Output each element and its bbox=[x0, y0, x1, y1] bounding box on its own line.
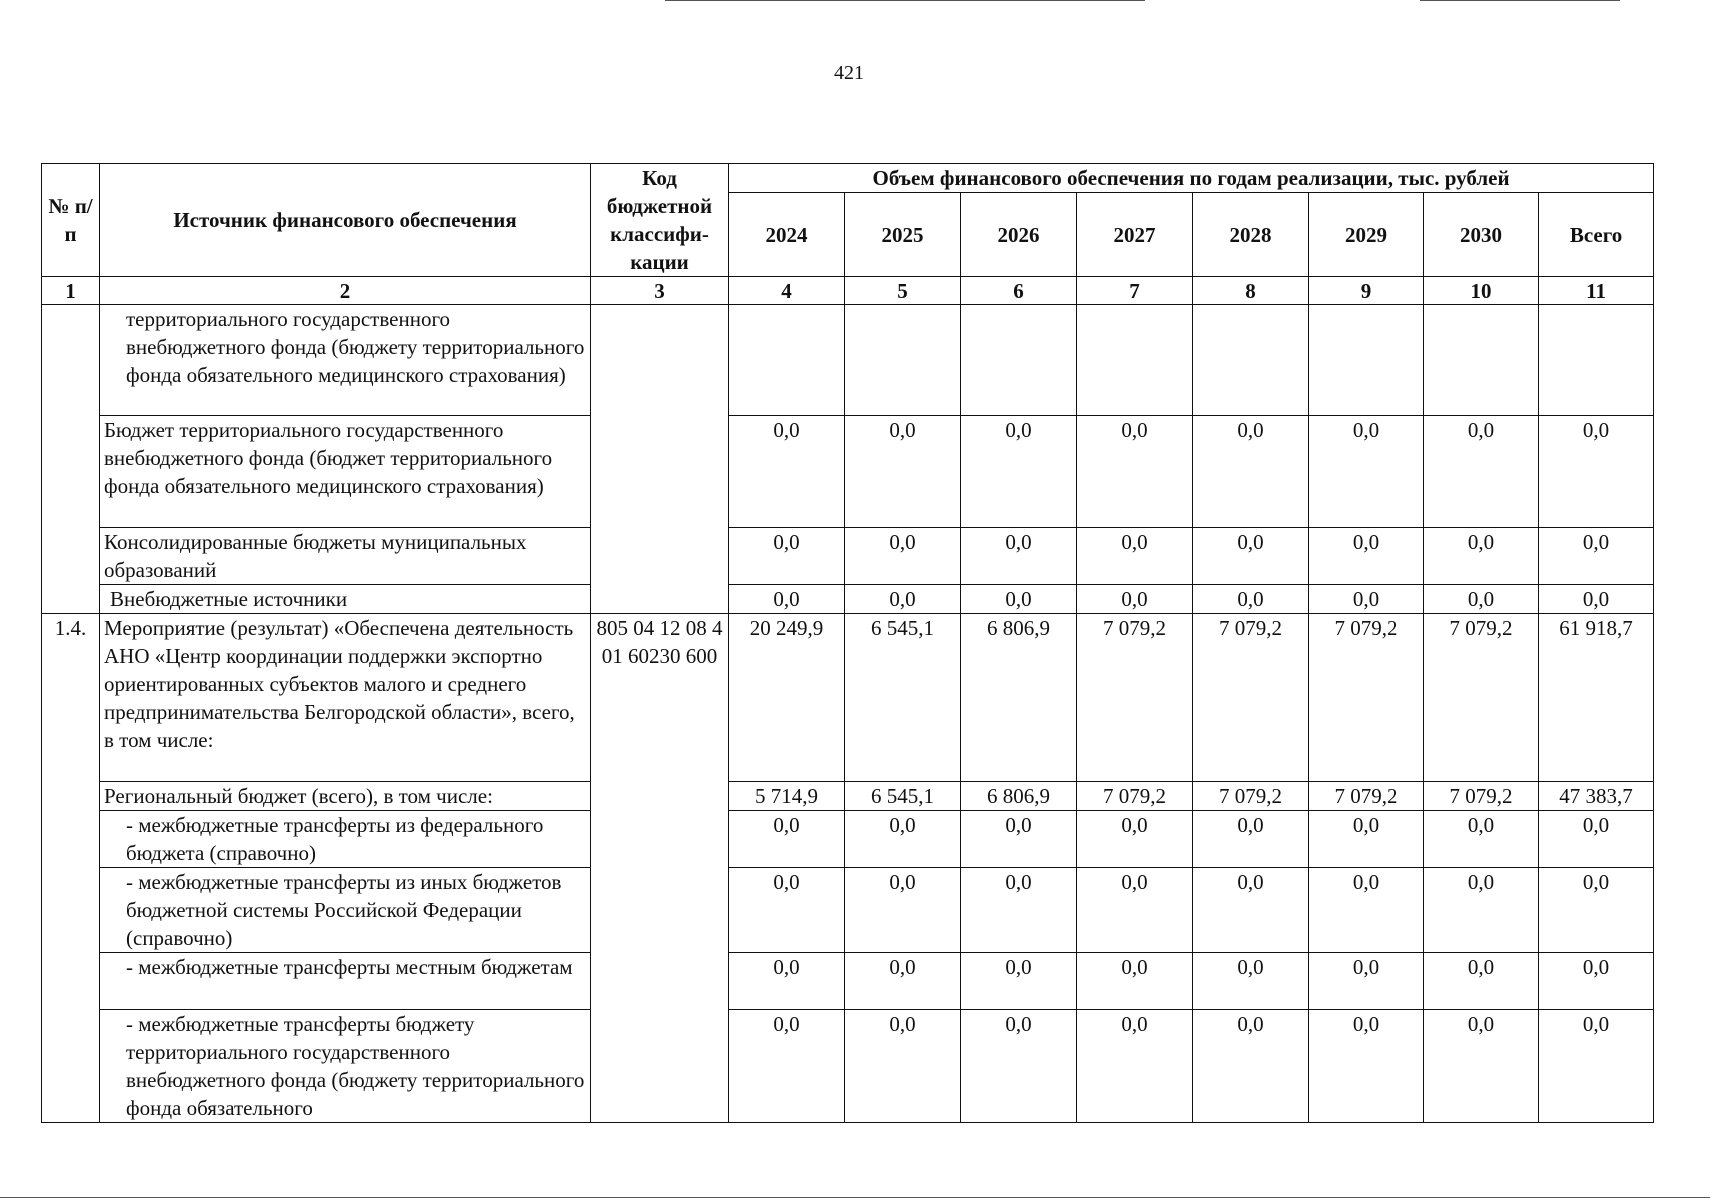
table-row bbox=[42, 811, 1654, 868]
value-cell: 0,0 bbox=[845, 868, 961, 953]
header-volume: Объем финансового обеспечения по годам реализации, тыс. рублей bbox=[729, 164, 1654, 193]
value-cell: 0,0 bbox=[1539, 953, 1654, 1010]
value-cell: 0,0 bbox=[729, 585, 845, 614]
value-cell: 0,0 bbox=[1077, 528, 1193, 585]
value-cell bbox=[729, 305, 845, 416]
table-row bbox=[42, 614, 1654, 782]
table-row bbox=[42, 1010, 1654, 1123]
value-cell: 0,0 bbox=[1424, 416, 1539, 528]
value-cell: 7 079,2 bbox=[1424, 782, 1539, 811]
column-number: 11 bbox=[1539, 277, 1654, 305]
value-cell: 0,0 bbox=[1077, 585, 1193, 614]
column-number: 1 bbox=[42, 277, 100, 305]
value-cell: 0,0 bbox=[1539, 585, 1654, 614]
column-number: 9 bbox=[1309, 277, 1424, 305]
value-cell: 0,0 bbox=[845, 811, 961, 868]
source-cell: - межбюджетные трансферты из иных бюджетов бюджетной системы Российской Федерации (справочно) bbox=[100, 868, 591, 953]
value-cell: 7 079,2 bbox=[1424, 614, 1539, 782]
header-year-2030: 2030 bbox=[1424, 193, 1539, 277]
value-cell: 0,0 bbox=[1424, 811, 1539, 868]
page-number: 421 bbox=[834, 62, 864, 84]
value-cell bbox=[1077, 305, 1193, 416]
header-year-2029: 2029 bbox=[1309, 193, 1424, 277]
value-cell: 0,0 bbox=[729, 416, 845, 528]
value-cell: 0,0 bbox=[845, 1010, 961, 1123]
financing-table bbox=[41, 163, 1654, 1123]
value-cell: 0,0 bbox=[1077, 868, 1193, 953]
value-cell: 0,0 bbox=[845, 585, 961, 614]
table-row bbox=[42, 585, 1654, 614]
value-cell: 7 079,2 bbox=[1193, 782, 1309, 811]
value-cell: 6 806,9 bbox=[961, 614, 1077, 782]
value-cell: 0,0 bbox=[1077, 953, 1193, 1010]
value-cell: 6 806,9 bbox=[961, 782, 1077, 811]
value-cell: 0,0 bbox=[1424, 585, 1539, 614]
value-cell: 0,0 bbox=[961, 1010, 1077, 1123]
column-number: 10 bbox=[1424, 277, 1539, 305]
value-cell: 7 079,2 bbox=[1077, 782, 1193, 811]
value-cell: 0,0 bbox=[729, 528, 845, 585]
value-cell: 0,0 bbox=[1077, 1010, 1193, 1123]
code-cell bbox=[591, 305, 729, 614]
value-cell: 0,0 bbox=[961, 585, 1077, 614]
value-cell: 0,0 bbox=[1539, 1010, 1654, 1123]
value-cell: 0,0 bbox=[729, 868, 845, 953]
table-row bbox=[42, 528, 1654, 585]
value-cell: 0,0 bbox=[1424, 953, 1539, 1010]
header-number: № п/п bbox=[42, 164, 100, 277]
value-cell: 47 383,7 bbox=[1539, 782, 1654, 811]
value-cell: 0,0 bbox=[1193, 1010, 1309, 1123]
value-cell: 0,0 bbox=[845, 416, 961, 528]
table-row bbox=[42, 868, 1654, 953]
scan-edge-top-right bbox=[1420, 0, 1620, 1]
value-cell: 0,0 bbox=[961, 868, 1077, 953]
column-number: 6 bbox=[961, 277, 1077, 305]
scan-edge-bottom bbox=[0, 1197, 1710, 1198]
value-cell: 0,0 bbox=[1309, 585, 1424, 614]
value-cell: 0,0 bbox=[1539, 811, 1654, 868]
value-cell: 0,0 bbox=[1539, 416, 1654, 528]
value-cell: 0,0 bbox=[1309, 811, 1424, 868]
value-cell bbox=[845, 305, 961, 416]
header-year-2027: 2027 bbox=[1077, 193, 1193, 277]
value-cell: 0,0 bbox=[1424, 1010, 1539, 1123]
value-cell: 61 918,7 bbox=[1539, 614, 1654, 782]
header-year-2025: 2025 bbox=[845, 193, 961, 277]
value-cell: 0,0 bbox=[961, 811, 1077, 868]
value-cell: 0,0 bbox=[961, 416, 1077, 528]
value-cell: 0,0 bbox=[961, 528, 1077, 585]
source-cell: Консолидированные бюджеты муниципальных образований bbox=[100, 528, 591, 585]
value-cell: 0,0 bbox=[1077, 811, 1193, 868]
value-cell: 0,0 bbox=[729, 953, 845, 1010]
header-code: Код бюджетной классифи-кации bbox=[591, 164, 729, 277]
value-cell bbox=[1539, 305, 1654, 416]
value-cell: 0,0 bbox=[1309, 868, 1424, 953]
value-cell: 0,0 bbox=[1539, 868, 1654, 953]
value-cell: 0,0 bbox=[1193, 868, 1309, 953]
value-cell: 0,0 bbox=[1309, 1010, 1424, 1123]
value-cell: 0,0 bbox=[1309, 528, 1424, 585]
column-number: 2 bbox=[100, 277, 591, 305]
row-number bbox=[42, 305, 100, 614]
source-cell: Внебюджетные источники bbox=[100, 585, 591, 614]
source-cell: Мероприятие (результат) «Обеспечена деятельность АНО «Центр координации поддержки экспортно ориентированных субъектов малого и среднего предпринимательства Белгородской области», всего, в том числе: bbox=[100, 614, 591, 782]
value-cell: 0,0 bbox=[1424, 868, 1539, 953]
value-cell bbox=[1193, 305, 1309, 416]
source-cell: территориального государственного внебюджетного фонда (бюджету территориального фонда обязательного медицинского страхования) bbox=[100, 305, 591, 416]
table-row bbox=[42, 305, 1654, 416]
value-cell: 0,0 bbox=[1309, 953, 1424, 1010]
header-year-2026: 2026 bbox=[961, 193, 1077, 277]
source-cell: Бюджет территориального государственного внебюджетного фонда (бюджет территориального фонда обязательного медицинского страхования) bbox=[100, 416, 591, 528]
value-cell: 7 079,2 bbox=[1193, 614, 1309, 782]
value-cell: 0,0 bbox=[729, 1010, 845, 1123]
column-number: 4 bbox=[729, 277, 845, 305]
value-cell: 7 079,2 bbox=[1077, 614, 1193, 782]
source-cell: - межбюджетные трансферты бюджету территориального государственного внебюджетного фонда (бюджету территориального фонда обязательного bbox=[100, 1010, 591, 1123]
header-total: Всего bbox=[1539, 193, 1654, 277]
value-cell: 0,0 bbox=[1077, 416, 1193, 528]
code-cell: 805 04 12 08 4 01 60230 600 bbox=[591, 614, 729, 1123]
value-cell: 0,0 bbox=[1193, 811, 1309, 868]
column-number: 7 bbox=[1077, 277, 1193, 305]
value-cell bbox=[1309, 305, 1424, 416]
value-cell bbox=[1424, 305, 1539, 416]
value-cell: 5 714,9 bbox=[729, 782, 845, 811]
value-cell: 0,0 bbox=[1309, 416, 1424, 528]
value-cell: 0,0 bbox=[1539, 528, 1654, 585]
source-cell: Региональный бюджет (всего), в том числе: bbox=[100, 782, 591, 811]
value-cell: 20 249,9 bbox=[729, 614, 845, 782]
value-cell: 7 079,2 bbox=[1309, 614, 1424, 782]
table-row bbox=[42, 416, 1654, 528]
value-cell: 0,0 bbox=[1424, 528, 1539, 585]
source-cell: - межбюджетные трансферты местным бюджетам bbox=[100, 953, 591, 1010]
row-number: 1.4. bbox=[42, 614, 100, 1123]
value-cell: 0,0 bbox=[845, 953, 961, 1010]
header-year-2028: 2028 bbox=[1193, 193, 1309, 277]
column-number: 3 bbox=[591, 277, 729, 305]
column-number: 8 bbox=[1193, 277, 1309, 305]
value-cell: 0,0 bbox=[845, 528, 961, 585]
column-number: 5 bbox=[845, 277, 961, 305]
value-cell: 0,0 bbox=[1193, 953, 1309, 1010]
value-cell: 0,0 bbox=[1193, 528, 1309, 585]
scan-edge-top bbox=[665, 0, 1145, 1]
table-row bbox=[42, 953, 1654, 1010]
table-row bbox=[42, 782, 1654, 811]
source-cell: - межбюджетные трансферты из федерального бюджета (справочно) bbox=[100, 811, 591, 868]
value-cell: 0,0 bbox=[961, 953, 1077, 1010]
value-cell bbox=[961, 305, 1077, 416]
header-source: Источник финансового обеспечения bbox=[100, 164, 591, 277]
header-year-2024: 2024 bbox=[729, 193, 845, 277]
value-cell: 0,0 bbox=[1193, 416, 1309, 528]
value-cell: 6 545,1 bbox=[845, 614, 961, 782]
value-cell: 0,0 bbox=[729, 811, 845, 868]
value-cell: 6 545,1 bbox=[845, 782, 961, 811]
value-cell: 7 079,2 bbox=[1309, 782, 1424, 811]
value-cell: 0,0 bbox=[1193, 585, 1309, 614]
